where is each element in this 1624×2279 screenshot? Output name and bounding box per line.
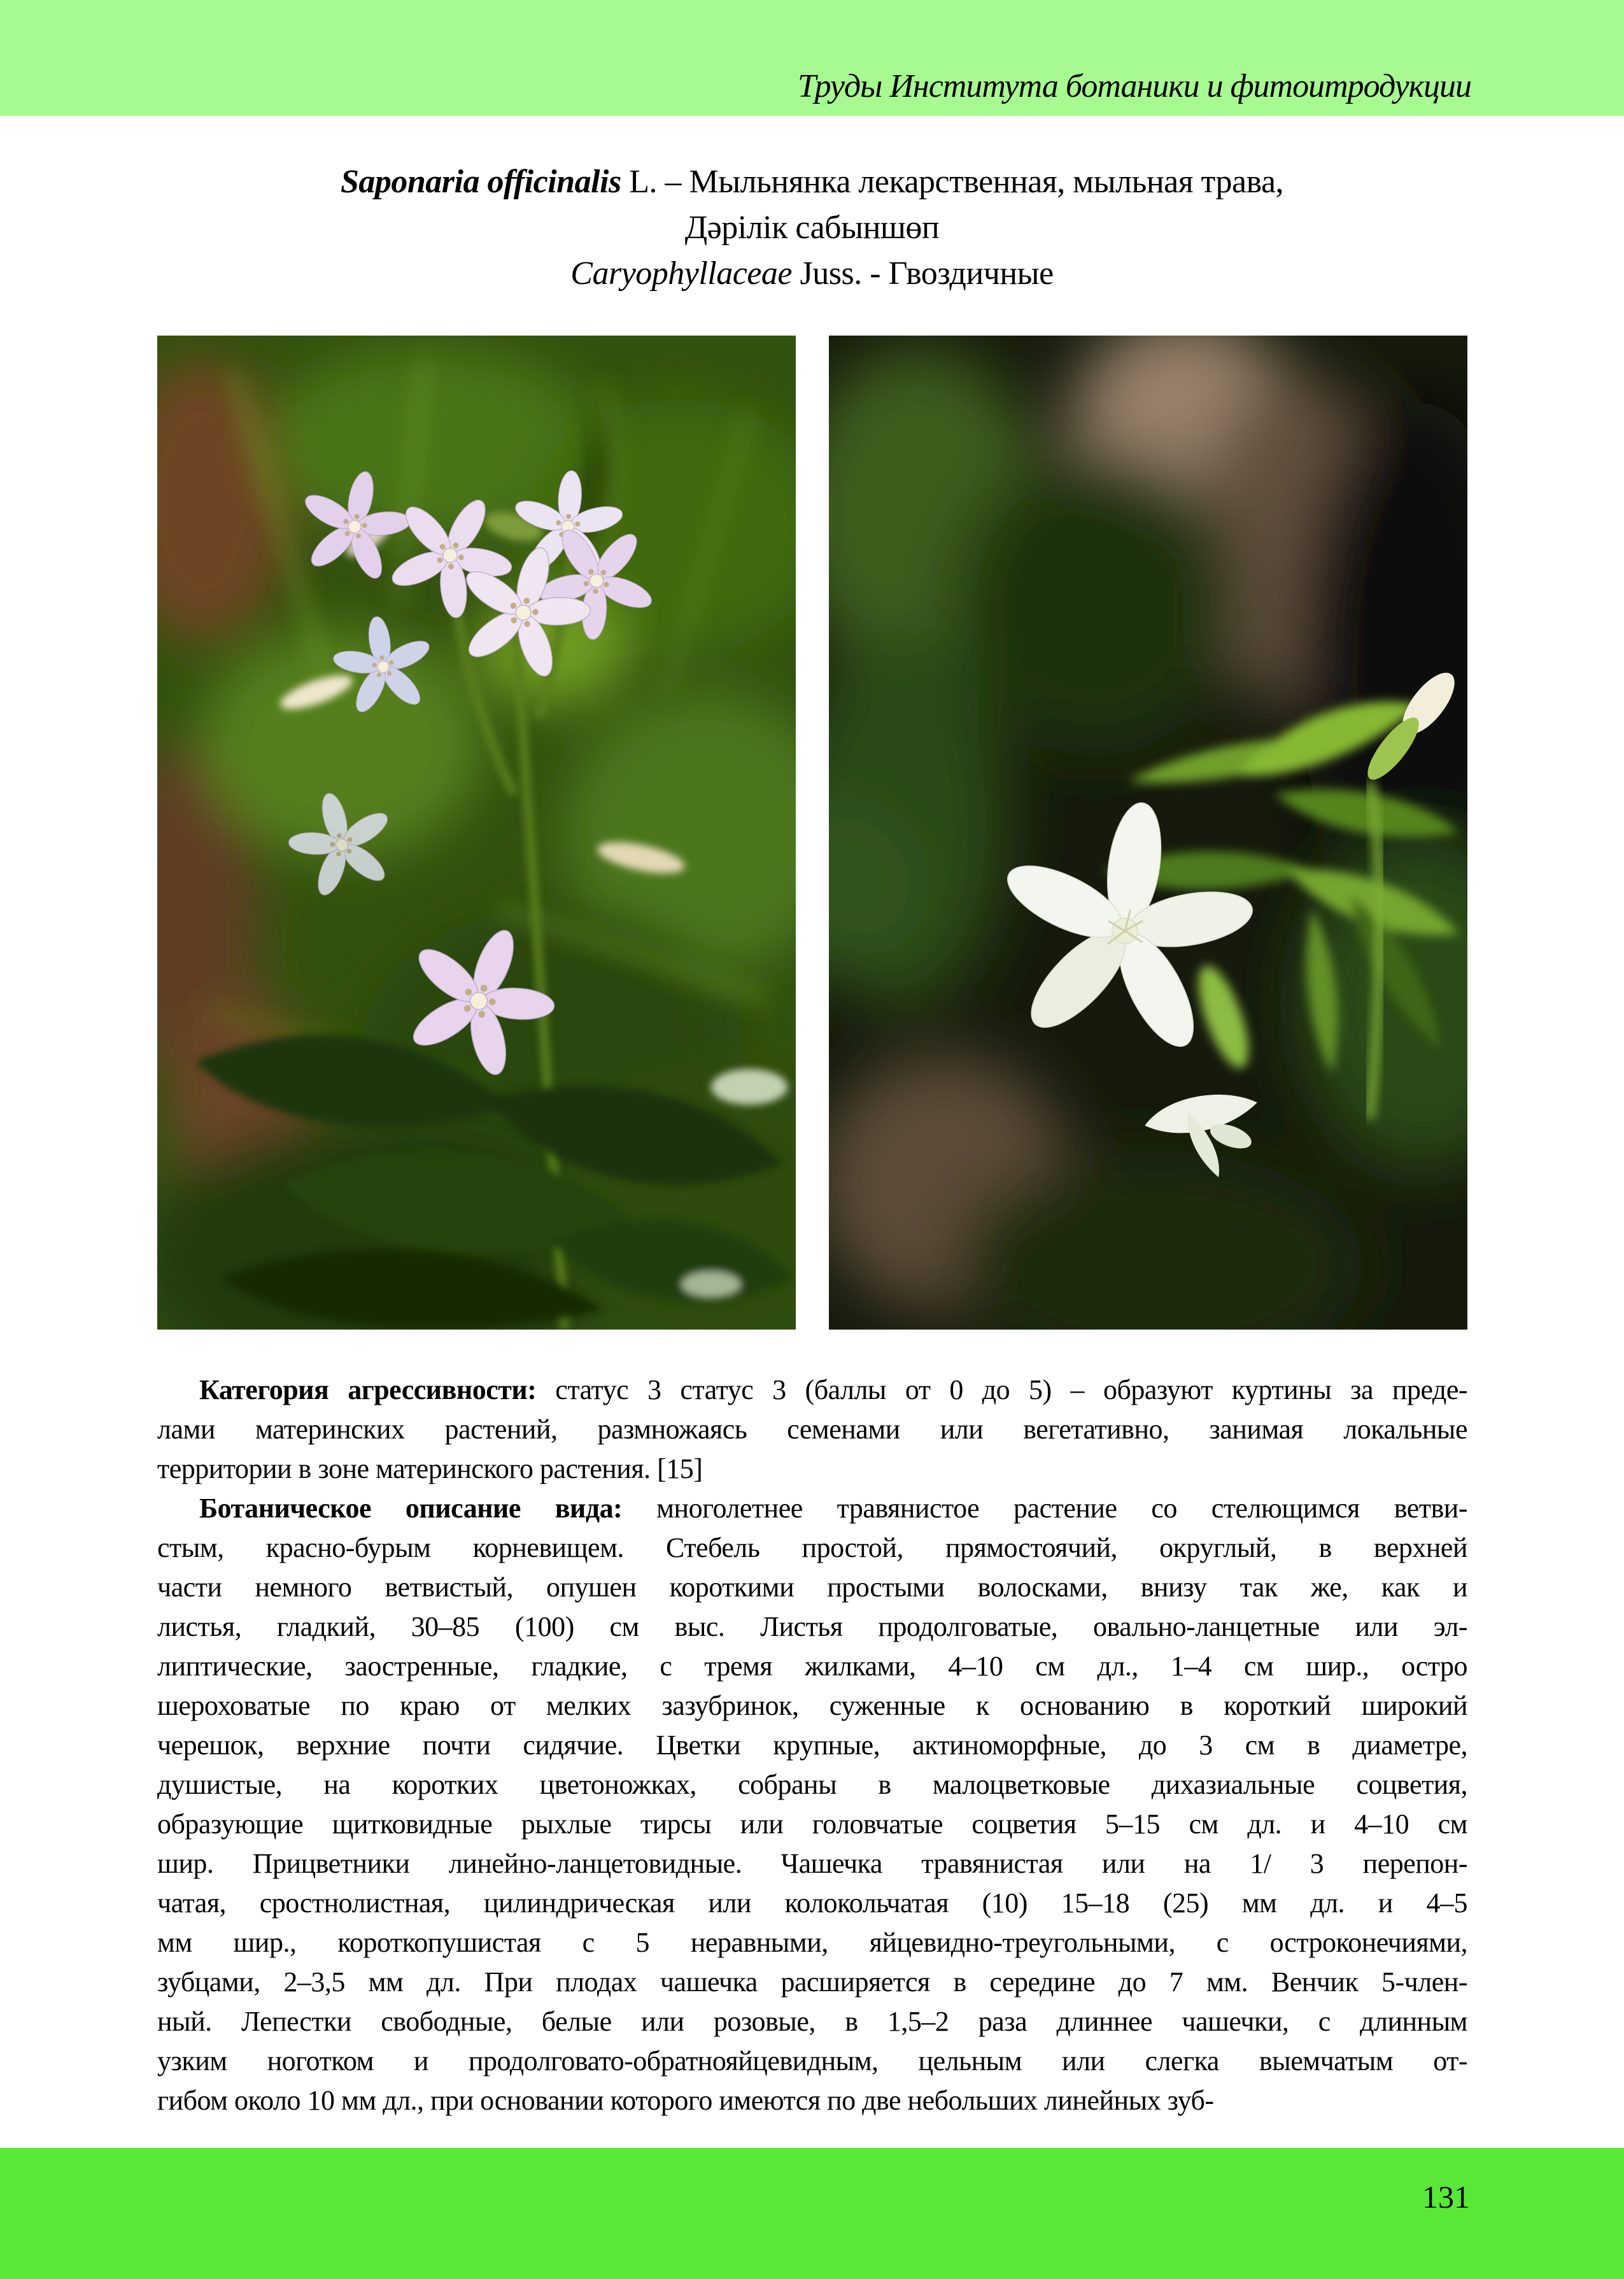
title-line: Caryophyllaceae Juss. - Гвоздичные	[570, 255, 1054, 292]
journal-title: Труды Института ботаники и фитоитродукции	[797, 68, 1471, 104]
body-line: Категория агрессивности: статус 3 статус 3 (баллы от 0 до 5) – образуют куртины за преде-	[199, 1374, 1467, 1405]
body-line: шир. Прицветники линейно-ланцетовидные. Чашечка травянистая или на 1/ 3 перепон-	[157, 1848, 1467, 1879]
body-line: узким ноготком и продолговато-обратнояйцевидным, цельным или слегка выемчатым от-	[157, 2045, 1467, 2077]
body-line: ный. Лепестки свободные, белые или розовые, в 1,5–2 раза длиннее чашечки, с длинным	[157, 2006, 1467, 2037]
left-plant-photo-illustration	[157, 336, 796, 1330]
body-line: мм шир., короткопушистая с 5 неравными, яйцевидно-треугольными, с остроконечиями,	[157, 1927, 1467, 1958]
body-line: листья, гладкий, 30–85 (100) см выс. Листья продолговатые, овально-ланцетные или эл-	[157, 1611, 1467, 1642]
body-line: шероховатые по краю от мелких зазубринок, суженные к основанию в короткий широкий	[157, 1690, 1467, 1721]
body-line: черешок, верхние почти сидячие. Цветки крупные, актиноморфные, до 3 см в диаметре,	[157, 1729, 1467, 1761]
right-plant-photo	[829, 336, 1467, 1330]
body-line: зубцами, 2–3,5 мм дл. При плодах чашечка расширяется в середине до 7 мм. Венчик 5-член-	[157, 1966, 1467, 1998]
body-line: Ботаническое описание вида: многолетнее травянистое растение со стелющимся ветви-	[199, 1493, 1467, 1524]
title-line: Дәрілік сабыншөп	[684, 209, 940, 246]
title-block	[156, 159, 1468, 297]
body-text	[157, 1370, 1467, 2120]
right-plant-photo-illustration	[829, 336, 1467, 1330]
page-number: 131	[1422, 2179, 1470, 2215]
body-line: душистые, на коротких цветоножках, собраны в малоцветковые дихазиальные соцветия,	[157, 1769, 1467, 1800]
body-line: липтические, заостренные, гладкие, с тремя жилками, 4–10 см дл., 1–4 см шир., остро	[157, 1651, 1467, 1682]
left-plant-photo	[157, 336, 796, 1330]
body-line: части немного ветвистый, опушен короткими простыми волосками, внизу так же, как и	[157, 1572, 1467, 1603]
header-band	[0, 0, 1624, 116]
body-line: территории в зоне материнского растения. [15]	[157, 1453, 703, 1484]
footer-band	[0, 2148, 1624, 2279]
paragraph-lead: Категория агрессивности:	[199, 1374, 537, 1405]
paragraph-lead: Ботаническое описание вида:	[199, 1493, 623, 1524]
body-line: лами материнских растений, размножаясь семенами или вегетативно, занимая локальные	[157, 1414, 1467, 1445]
body-line: стым, красно-бурым корневищем. Стебель простой, прямостоячий, округлый, в верхней	[157, 1532, 1467, 1563]
title-line: Saponaria officinalis L. – Мыльнянка лекарственная, мыльная трава,	[340, 164, 1284, 200]
body-line: чатая, сростнолистная, цилиндрическая или колокольчатая (10) 15–18 (25) мм дл. и 4–5	[157, 1887, 1467, 1919]
body-line: гибом около 10 мм дл., при основании которого имеются по две небольших линейных зуб-	[157, 2085, 1214, 2116]
body-line: образующие щитковидные рыхлые тирсы или головчатые соцветия 5–15 см дл. и 4–10 см	[157, 1808, 1467, 1840]
